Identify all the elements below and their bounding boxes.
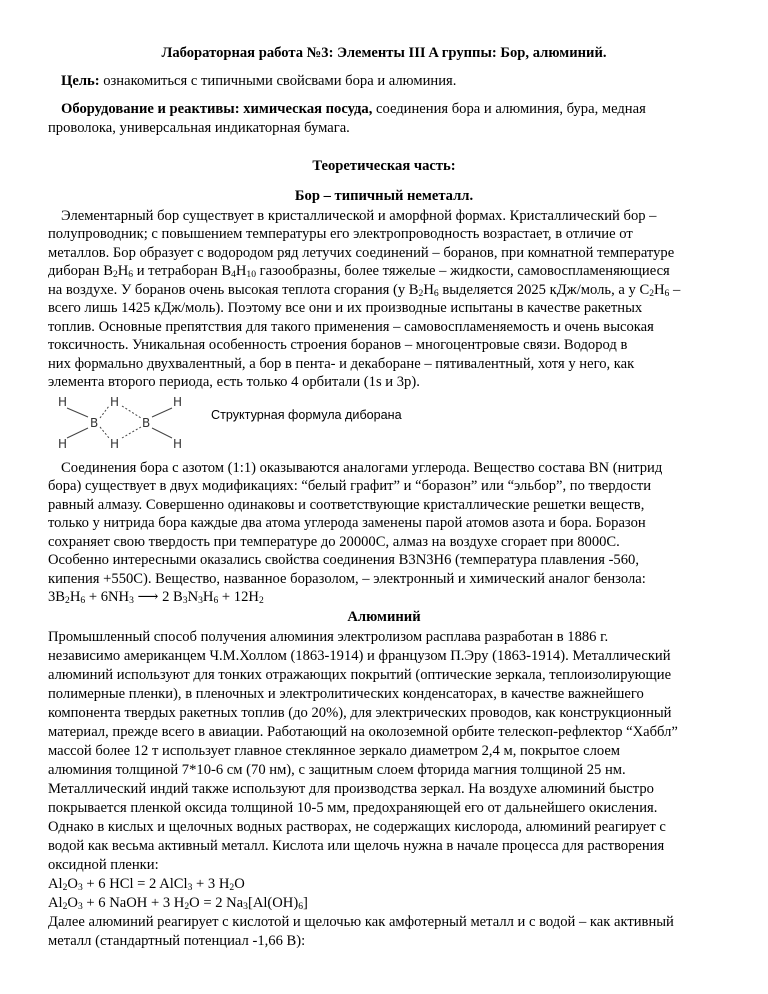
diborane-atom-h: H [110,395,120,409]
aluminium-p1-line: водой как весьма активный металл. Кислота или щелочь нужна в начале процесса для растворения [48,838,665,854]
boron-p2-line: сохраняет свою твердость при температуре до 20000С, алмаз на воздухе сгорает при 8000С. [48,534,620,550]
boron-p1-line: диборан $B_2H_6$ и тетраборан $B_4H_{10}$ газообразны, более тяжелые – жидкости, самовоспламеняющиеся [48,263,670,280]
diborane-bond [67,428,88,438]
equipment-line: Оборудование и реактивы: химическая посуда, соединения бора и алюминия, бура, медная [61,101,646,117]
aluminium-p2-line: металл (стандартный потенциал -1,66 В): [48,933,306,949]
diborane-atom-h: H [58,395,68,409]
boron-p2-line: бора) существует в двух модификациях: “белый графит” и “боразон” или “эльбор”, по твердости [48,478,652,494]
equipment-line-2: проволока, универсальная индикаторная бумага. [48,120,350,136]
aluminium-p1-line: Металлический индий также используют для производства зеркал. На воздухе алюминий быстро [48,781,654,797]
aluminium-p1-line: массой более 12 т использует главное стеклянное зеркало диаметром 2,4 м, покрытое слоем [48,743,621,759]
aluminium-p1-line: Промышленный способ получения алюминия электролизом расплава разработан в 1886 г. [48,629,609,645]
aluminium-p1-line: алюминия толщиной 7*10-6 см (70 нм), с защитным слоем фторида магния толщиной 25 нм. [48,762,626,778]
aluminium-p1-line: оксидной пленки: [48,857,159,873]
aluminium-p1-line: покрывается пленкой оксида толщиной 10-5 мм, предохраняющей его от дальнейшего окисления. [48,800,658,816]
aluminium-p1-line: алюминий используют для тонких отражающих покрытий (оптические зеркала, теплоизолирующие [48,667,672,683]
diborane-bridge-bond [100,406,109,418]
boron-p1-line: на воздухе. У боранов очень высокая теплота сгорания (у $B_2H_6$ выделяется 2025 кДж/моль, а у $C_2H_6$ – [48,282,681,299]
boron-p1-line: топлив. Основные препятствия для такого применения – самовоспламеняемость и очень высокая [48,319,654,335]
diborane-bridge-bond [122,406,141,418]
boron-p1-line: полупроводник; с повышением температуры его электропроводность возрастает, в отличие от [48,226,633,242]
diborane-bridge-bond [122,427,141,438]
diborane-bridge-bond [100,427,109,438]
boron-p1-line: элемента второго периода, есть только 4 орбитали (1s и 3p). [48,374,420,390]
aluminium-p1-line: независимо американцем Ч.М.Холлом (1863-1914) и французом П.Эру (1863-1914). Металлический [48,648,671,664]
diborane-atom-h: H [173,395,183,409]
alumina-hcl-equation: $Al_2O_3 + 6$ HCl = 2 AlCl$_3$ + 3 $H_2O$ [48,876,245,893]
document-title: Лабораторная работа №3: Элементы III A группы: Бор, алюминий. [161,45,607,61]
boron-p1-line: всего лишь 1425 кДж/моль). Поэтому все они и их производные испытаны в качестве ракетных [48,300,643,316]
boron-p2-line: равный алмазу. Совершенно одинаковы и соответствующие кристаллические решетки веществ, [48,497,645,513]
diborane-structure-diagram [56,394,190,452]
boron-heading: Бор – типичный неметалл. [294,188,474,204]
goal-line: Цель: ознакомиться с типичными свойсвами бора и алюминия. [61,73,457,89]
aluminium-p1-line: полимерные пленки), в пленочных и электролитических конденсаторах, в качестве важнейшего [48,686,644,702]
aluminium-p2-line: Далее алюминий реагирует с кислотой и щелочью как амфотерный металл и с водой – как активный [48,914,674,930]
diborane-atom-h: H [173,437,183,451]
theory-heading: Теоретическая часть: [312,158,456,174]
diborane-caption: Структурная формула диборана [211,408,402,422]
boron-p1-line: токсичность. Уникальная особенность строения боранов – многоцентровые связи. Водород в [48,337,628,353]
aluminium-p1-line: материал, прежде всего в авиации. Работающий на околоземной орбите телескоп-рефлектор “Хаббл” [48,724,678,740]
diborane-atom-b: B [90,416,99,430]
boron-p1-line: Элементарный бор существует в кристаллической и аморфной формах. Кристаллический бор – [61,208,657,224]
alumina-naoh-equation: $Al_2O_3 + 6$ NaOH + 3 $H_2O = 2$ $Na_3[Al(OH)_6]$ [48,895,308,912]
boron-p2-line: только у нитрида бора каждые два атома углерода заменены парой атомов азота и бора. Боразон [48,515,646,531]
boron-p1-line: металлов. Бор образует с водородом ряд летучих соединений – боранов, при комнатной температуре [48,245,675,261]
diborane-bond [152,428,172,438]
aluminium-heading: Алюминий [347,609,421,625]
diborane-bond [152,408,172,417]
aluminium-p1-line: компонента твердых ракетных топлив (до 20%), для электрических проводов, как конструкционный [48,705,672,721]
diborane-atom-h: H [110,437,120,451]
diborane-atom-h: H [58,437,68,451]
diborane-bond [67,408,88,417]
boron-p2-line: кипения +550С). Вещество, названное боразолом, – электронный и химический аналог бензола: [48,571,646,587]
diborane-atom-b: B [142,416,151,430]
boron-p2-line: Соединения бора с азотом (1:1) оказываются аналогами углерода. Вещество состава BN (нитрид [61,460,663,476]
boron-p2-line: Особенно интересными оказались свойства соединения B3N3H6 (температура плавления -560, [48,552,639,568]
borazole-equation: $3B_2H_6 + 6NH_3$ ⟶ 2 $B_3N_3H_6 + 12H_2$ [48,589,264,606]
aluminium-p1-line: Однако в кислых и щелочных водных растворах, не содержащих кислорода, алюминий реагирует с [48,819,666,835]
boron-p1-line: них формально двухвалентный, а бор в пента- и декаборане – пятивалентный, хотя у него, как [48,356,635,372]
